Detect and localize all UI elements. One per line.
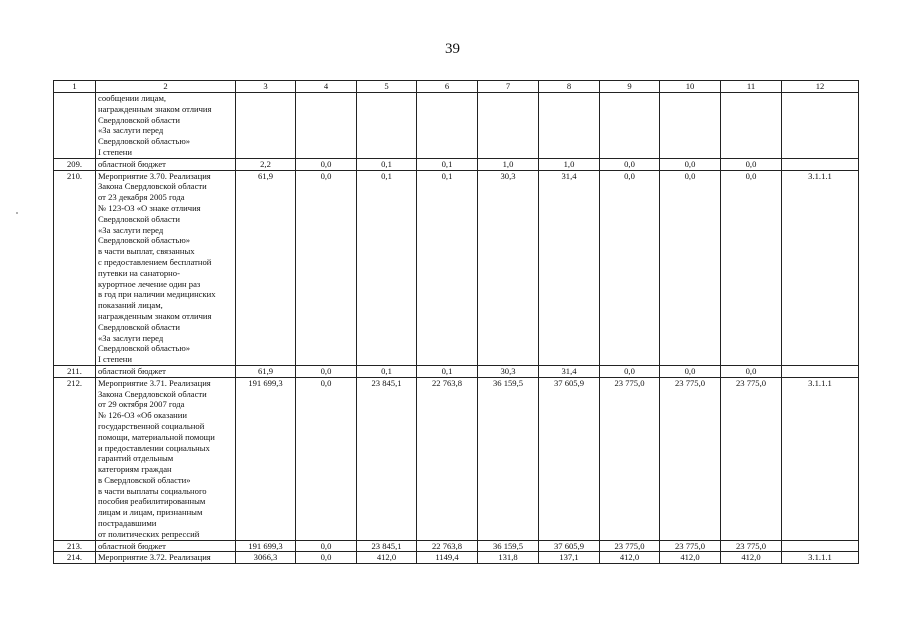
amount-cell: 131,8 [478, 552, 539, 564]
budget-table [53, 80, 859, 564]
target-code-cell [782, 365, 859, 377]
activity-name-cell [96, 552, 236, 564]
table-row [54, 552, 859, 564]
amount-cell: 1,0 [539, 158, 600, 170]
activity-name-line: № 126-ОЗ «Об оказании [98, 410, 187, 421]
amount-cell: 0,0 [721, 365, 782, 377]
activity-name-line: в Свердловской области» [98, 474, 191, 485]
activity-name-line: категориям граждан [98, 464, 172, 475]
row-number-cell: 213. [54, 540, 96, 552]
amount-cell: 22 763,8 [417, 377, 478, 540]
amount-cell: 36 159,5 [478, 540, 539, 552]
header-cell: 8 [539, 81, 600, 93]
amount-cell [296, 93, 357, 159]
activity-name-line: с предоставлением бесплатной [98, 256, 212, 267]
amount-cell: 412,0 [600, 552, 660, 564]
header-cell: 6 [417, 81, 478, 93]
activity-name-line: Свердловской области [98, 321, 181, 332]
amount-cell: 0,0 [721, 158, 782, 170]
amount-cell: 23 775,0 [721, 377, 782, 540]
target-code-cell: 3.1.1.1 [782, 552, 859, 564]
activity-name-line: областной бюджет [98, 158, 166, 169]
amount-cell [660, 93, 721, 159]
amount-cell: 412,0 [357, 552, 417, 564]
amount-cell: 0,0 [660, 170, 721, 365]
amount-cell: 31,4 [539, 365, 600, 377]
table-row [54, 540, 859, 552]
activity-name-line: № 123-ОЗ «О знаке отличия [98, 202, 201, 213]
activity-name-line: в части выплат, связанных [98, 246, 195, 257]
activity-name-line: Свердловской области [98, 213, 181, 224]
amount-cell: 0,0 [296, 540, 357, 552]
activity-name-cell [96, 365, 236, 377]
amount-cell: 0,0 [721, 170, 782, 365]
amount-cell: 191 699,3 [236, 540, 296, 552]
amount-cell [721, 93, 782, 159]
activity-name-line: Закона Свердловской области [98, 181, 207, 192]
amount-cell [417, 93, 478, 159]
amount-cell: 412,0 [721, 552, 782, 564]
activity-name-line: Мероприятие 3.70. Реализация [98, 170, 211, 181]
amount-cell: 0,0 [296, 377, 357, 540]
amount-cell: 0,0 [296, 158, 357, 170]
activity-name-line: Закона Свердловской области [98, 388, 207, 399]
amount-cell [539, 93, 600, 159]
header-cell: 3 [236, 81, 296, 93]
activity-name-line: сообщении лицам, [98, 93, 167, 103]
activity-name-line: путевки на санаторно- [98, 267, 180, 278]
amount-cell: 37 605,9 [539, 377, 600, 540]
amount-cell: 3066,3 [236, 552, 296, 564]
scan-speck [16, 212, 18, 214]
activity-name-cell [96, 170, 236, 365]
amount-cell: 23 775,0 [600, 540, 660, 552]
activity-name-line: от политических репрессий [98, 528, 200, 539]
activity-name-line: Мероприятие 3.72. Реализация [98, 552, 211, 563]
amount-cell: 191 699,3 [236, 377, 296, 540]
amount-cell: 0,0 [600, 158, 660, 170]
amount-cell: 0,0 [660, 158, 721, 170]
amount-cell: 36 159,5 [478, 377, 539, 540]
amount-cell: 137,1 [539, 552, 600, 564]
amount-cell: 0,1 [357, 158, 417, 170]
activity-name-cell [96, 93, 236, 159]
activity-name-line: областной бюджет [98, 540, 166, 551]
activity-name-line: Свердловской области [98, 114, 181, 125]
amount-cell: 61,9 [236, 170, 296, 365]
amount-cell: 0,0 [600, 365, 660, 377]
activity-name-line: от 29 октября 2007 года [98, 399, 185, 410]
row-number-cell: 210. [54, 170, 96, 365]
amount-cell: 37 605,9 [539, 540, 600, 552]
header-cell: 4 [296, 81, 357, 93]
amount-cell: 30,3 [478, 170, 539, 365]
column-number-header-row [54, 81, 859, 93]
amount-cell: 0,1 [357, 170, 417, 365]
table-row [54, 365, 859, 377]
table-row [54, 158, 859, 170]
activity-name-line: Свердловской областью» [98, 136, 191, 147]
header-cell: 1 [54, 81, 96, 93]
activity-name-line: областной бюджет [98, 365, 166, 376]
activity-name-line: государственной социальной [98, 420, 205, 431]
amount-cell [600, 93, 660, 159]
header-cell: 2 [96, 81, 236, 93]
activity-name-line: «За заслуги перед [98, 332, 164, 343]
table-row [54, 377, 859, 540]
row-number-cell: 209. [54, 158, 96, 170]
table-body [54, 93, 859, 564]
activity-name-cell [96, 158, 236, 170]
row-number-cell: 214. [54, 552, 96, 564]
activity-name-line: от 23 декабря 2005 года [98, 192, 185, 203]
header-cell: 9 [600, 81, 660, 93]
activity-name-line: лицам и лицам, признанным [98, 507, 203, 518]
activity-name-cell [96, 377, 236, 540]
amount-cell [478, 93, 539, 159]
activity-name-line: «За заслуги перед [98, 125, 164, 136]
amount-cell: 0,1 [417, 365, 478, 377]
row-number-cell: 211. [54, 365, 96, 377]
activity-name-line: Мероприятие 3.71. Реализация [98, 377, 211, 388]
amount-cell: 0,0 [660, 365, 721, 377]
activity-name-line: I степени [98, 354, 133, 365]
row-number-cell [54, 93, 96, 159]
amount-cell: 0,0 [296, 365, 357, 377]
activity-name-line: курортное лечение один раз [98, 278, 201, 289]
amount-cell: 23 775,0 [660, 377, 721, 540]
activity-name-line: показаний лицам, [98, 300, 163, 311]
target-code-cell [782, 540, 859, 552]
amount-cell: 23 775,0 [600, 377, 660, 540]
activity-name-line: I степени [98, 146, 133, 157]
amount-cell: 0,0 [296, 170, 357, 365]
target-code-cell: 3.1.1.1 [782, 170, 859, 365]
amount-cell: 0,1 [417, 158, 478, 170]
amount-cell: 0,1 [357, 365, 417, 377]
activity-name-line: награжденным знаком отличия [98, 103, 212, 114]
header-cell: 5 [357, 81, 417, 93]
header-cell: 7 [478, 81, 539, 93]
amount-cell: 23 845,1 [357, 540, 417, 552]
activity-name-line: награжденным знаком отличия [98, 310, 212, 321]
activity-name-line: в год при наличии медицинских [98, 289, 216, 300]
activity-name-line: Свердловской областью» [98, 343, 191, 354]
amount-cell [357, 93, 417, 159]
amount-cell: 23 775,0 [721, 540, 782, 552]
amount-cell: 23 845,1 [357, 377, 417, 540]
amount-cell [236, 93, 296, 159]
row-number-cell: 212. [54, 377, 96, 540]
activity-name-cell [96, 540, 236, 552]
header-cell: 12 [782, 81, 859, 93]
amount-cell: 23 775,0 [660, 540, 721, 552]
amount-cell: 412,0 [660, 552, 721, 564]
amount-cell: 1149,4 [417, 552, 478, 564]
amount-cell: 2,2 [236, 158, 296, 170]
activity-name-line: Свердловской областью» [98, 235, 191, 246]
activity-name-line: пособия реабилитированным [98, 496, 206, 507]
amount-cell: 22 763,8 [417, 540, 478, 552]
target-code-cell: 3.1.1.1 [782, 377, 859, 540]
target-code-cell [782, 158, 859, 170]
activity-name-line: гарантий отдельным [98, 453, 174, 464]
table-row [54, 170, 859, 365]
activity-name-line: в части выплаты социального [98, 485, 207, 496]
activity-name-line: и предоставлении социальных [98, 442, 210, 453]
amount-cell: 30,3 [478, 365, 539, 377]
header-cell: 10 [660, 81, 721, 93]
page-number: 39 [445, 41, 460, 57]
activity-name-line: «За заслуги перед [98, 224, 164, 235]
target-code-cell [782, 93, 859, 159]
amount-cell: 31,4 [539, 170, 600, 365]
amount-cell: 0,0 [600, 170, 660, 365]
activity-name-line: помощи, материальной помощи [98, 431, 215, 442]
activity-name-line: пострадавшими [98, 518, 157, 529]
amount-cell: 0,1 [417, 170, 478, 365]
table-row [54, 93, 859, 159]
amount-cell: 61,9 [236, 365, 296, 377]
amount-cell: 0,0 [296, 552, 357, 564]
header-cell: 11 [721, 81, 782, 93]
amount-cell: 1,0 [478, 158, 539, 170]
